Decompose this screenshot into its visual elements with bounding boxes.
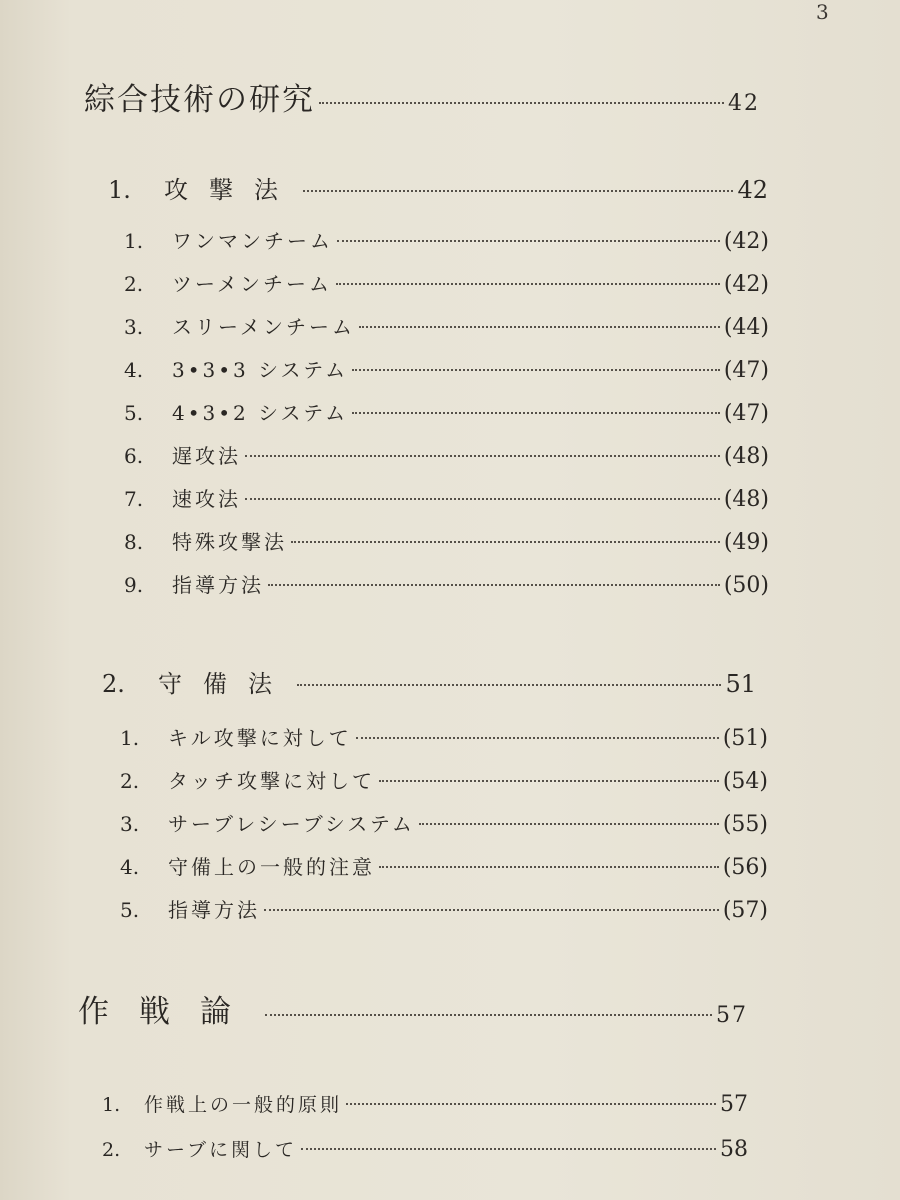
section-page: 51 [725, 670, 756, 698]
item-page: (47) [723, 358, 769, 383]
dot-leader [336, 283, 720, 285]
item-page: (51) [722, 726, 768, 751]
toc-item[interactable] [124, 526, 769, 555]
item-page: (57) [722, 898, 768, 923]
page-number: 3 [816, 0, 829, 24]
toc-item[interactable] [124, 569, 769, 598]
toc-item[interactable] [124, 354, 769, 383]
item-page: (50) [723, 573, 769, 598]
item-number: 1. [120, 726, 140, 750]
toc-item[interactable] [102, 1135, 748, 1162]
item-title: タッチ攻撃に対して [168, 769, 375, 793]
toc-item[interactable] [124, 397, 769, 426]
dot-leader [352, 412, 720, 414]
dot-leader [264, 909, 719, 911]
item-number: 4. [124, 358, 144, 382]
dot-leader [359, 326, 720, 328]
toc-item[interactable] [120, 765, 768, 794]
dot-leader [291, 541, 720, 543]
item-title: スリーメンチーム [172, 315, 355, 339]
toc-item[interactable] [124, 311, 769, 340]
item-page: 58 [720, 1137, 748, 1162]
item-title: 作戦上の一般的原則 [144, 1094, 343, 1116]
item-page: (48) [723, 444, 769, 469]
item-title: 指導方法 [172, 573, 264, 597]
item-title: 指導方法 [168, 898, 260, 922]
item-number: 2. [102, 1139, 121, 1161]
dot-leader [245, 455, 720, 457]
item-title: サーブに関して [144, 1139, 298, 1161]
item-number: 2. [124, 272, 144, 296]
dot-leader [337, 240, 720, 242]
dot-leader [265, 1014, 712, 1016]
toc-item[interactable] [120, 851, 768, 880]
item-page: (44) [723, 315, 769, 340]
toc-item[interactable] [124, 440, 769, 469]
toc-item[interactable] [124, 268, 769, 297]
dot-leader [319, 102, 724, 104]
item-page: (56) [722, 855, 768, 880]
section-title: 攻撃法 [164, 176, 299, 204]
item-page: (55) [722, 812, 768, 837]
section-number: 1. [108, 176, 131, 204]
toc-item[interactable] [120, 808, 768, 837]
toc-item[interactable] [120, 722, 768, 751]
toc-section[interactable] [108, 170, 768, 205]
item-title: キル攻撃に対して [168, 726, 352, 750]
chapter-title: 綜合技術の研究 [84, 82, 315, 118]
item-title: ワンマンチーム [172, 229, 333, 253]
item-page: (54) [722, 769, 768, 794]
section-number: 2. [102, 670, 125, 698]
item-page: 57 [720, 1092, 748, 1117]
item-title: 守備上の一般的注意 [168, 855, 375, 879]
section-title: 守備法 [158, 670, 293, 698]
dot-leader [356, 737, 719, 739]
chapter-page: 42 [728, 91, 760, 116]
toc-chapter[interactable] [78, 986, 748, 1031]
item-title: 遅攻法 [172, 444, 241, 468]
dot-leader [419, 823, 719, 825]
dot-leader [245, 498, 720, 500]
item-number: 2. [120, 769, 140, 793]
item-title: 速攻法 [172, 487, 241, 511]
dot-leader [303, 190, 733, 192]
dot-leader [379, 866, 719, 868]
item-page: (49) [723, 530, 769, 555]
item-page: (42) [723, 229, 769, 254]
toc-item[interactable] [102, 1090, 748, 1117]
item-title: 4•3•2 システム [172, 401, 349, 425]
chapter-page: 57 [716, 1003, 748, 1028]
item-title: サーブレシーブシステム [168, 812, 415, 836]
item-number: 6. [124, 444, 144, 468]
item-page: (48) [723, 487, 769, 512]
dot-leader [268, 584, 720, 586]
item-number: 5. [120, 898, 140, 922]
item-number: 3. [120, 812, 140, 836]
item-page: (42) [723, 272, 769, 297]
toc-item[interactable] [124, 483, 769, 512]
toc-item[interactable] [120, 894, 768, 923]
section-page: 42 [737, 176, 768, 204]
dot-leader [346, 1103, 716, 1105]
toc-chapter[interactable] [84, 74, 760, 119]
item-number: 7. [124, 487, 144, 511]
toc-section[interactable] [102, 664, 756, 699]
item-number: 5. [124, 401, 144, 425]
item-number: 4. [120, 855, 140, 879]
item-title: 特殊攻撃法 [172, 530, 287, 554]
toc-item[interactable] [124, 225, 769, 254]
dot-leader [297, 684, 721, 686]
item-number: 3. [124, 315, 144, 339]
item-number: 1. [102, 1094, 121, 1116]
item-number: 8. [124, 530, 144, 554]
dot-leader [301, 1148, 716, 1150]
item-title: ツーメンチーム [172, 272, 332, 296]
item-number: 9. [124, 573, 144, 597]
item-title: 3•3•3 システム [172, 358, 349, 382]
chapter-title: 作戦論 [78, 994, 261, 1030]
dot-leader [352, 369, 720, 371]
item-page: (47) [723, 401, 769, 426]
dot-leader [379, 780, 719, 782]
item-number: 1. [124, 229, 144, 253]
